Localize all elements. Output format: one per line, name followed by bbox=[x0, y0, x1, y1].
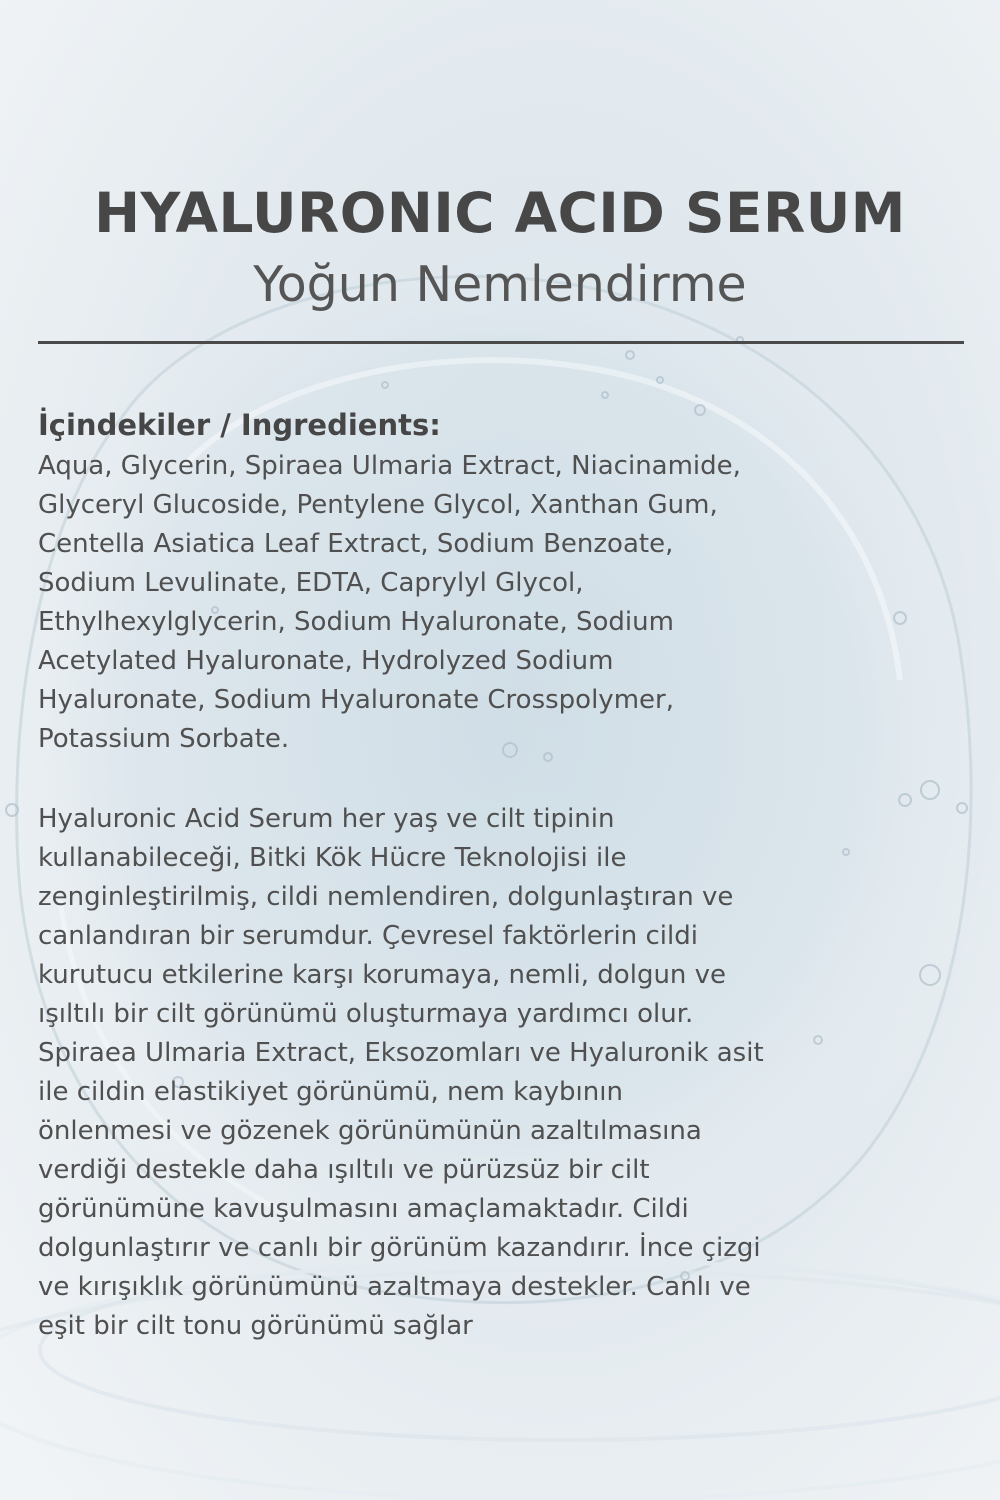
ingredients-line: Aqua, Glycerin, Spiraea Ulmaria Extract, Niacinamide, bbox=[38, 451, 741, 481]
ingredients-line: Centella Asiatica Leaf Extract, Sodium Benzoate, bbox=[38, 529, 674, 559]
description-line: eşit bir cilt tonu görünümü sağlar bbox=[38, 1311, 473, 1341]
description-line: dolgunlaştırır ve canlı bir görünüm kazandırır. İnce çizgi bbox=[38, 1233, 761, 1263]
description-line: önlenmesi ve gözenek görünümünün azaltılmasına bbox=[38, 1116, 702, 1146]
description-line: verdiği destekle daha ışıltılı ve pürüzsüz bir cilt bbox=[38, 1155, 650, 1185]
ingredients-line: Glyceryl Glucoside, Pentylene Glycol, Xanthan Gum, bbox=[38, 490, 718, 520]
ingredients-line: Ethylhexylglycerin, Sodium Hyaluronate, Sodium bbox=[38, 607, 674, 637]
ingredients-line: Hyaluronate, Sodium Hyaluronate Crosspolymer, bbox=[38, 685, 674, 715]
ingredients-text bbox=[38, 447, 741, 759]
ingredients-line: Acetylated Hyaluronate, Hydrolyzed Sodium bbox=[38, 646, 614, 676]
ingredients-line: Potassium Sorbate. bbox=[38, 724, 290, 754]
description-line: kurutucu etkilerine karşı korumaya, nemli, dolgun ve bbox=[38, 960, 727, 990]
description-text bbox=[38, 800, 764, 1346]
product-title: HYALURONIC ACID SERUM bbox=[94, 181, 906, 245]
description-line: Hyaluronic Acid Serum her yaş ve cilt tipinin bbox=[38, 804, 615, 834]
ingredients-line: Sodium Levulinate, EDTA, Caprylyl Glycol, bbox=[38, 568, 584, 598]
divider bbox=[38, 341, 964, 344]
description-line: ışıltılı bir cilt görünümü oluşturmaya yardımcı olur. bbox=[38, 999, 694, 1029]
description-line: ve kırışıklık görünümünü azaltmaya destekler. Canlı ve bbox=[38, 1272, 751, 1302]
description-line: görünümüne kavuşulmasını amaçlamaktadır. Cildi bbox=[38, 1194, 689, 1224]
product-subtitle: Yoğun Nemlendirme bbox=[253, 256, 747, 313]
description-line: kullanabileceği, Bitki Kök Hücre Teknolojisi ile bbox=[38, 843, 627, 873]
description-line: ile cildin elastikiyet görünümü, nem kaybının bbox=[38, 1077, 623, 1107]
description-line: Spiraea Ulmaria Extract, Eksozomları ve Hyaluronik asit bbox=[38, 1038, 764, 1068]
ingredients-heading: İçindekiler / Ingredients: bbox=[38, 408, 441, 442]
description-line: zenginleştirilmiş, cildi nemlendiren, dolgunlaştıran ve bbox=[38, 882, 734, 912]
description-line: canlandıran bir serumdur. Çevresel faktörlerin cildi bbox=[38, 921, 698, 951]
